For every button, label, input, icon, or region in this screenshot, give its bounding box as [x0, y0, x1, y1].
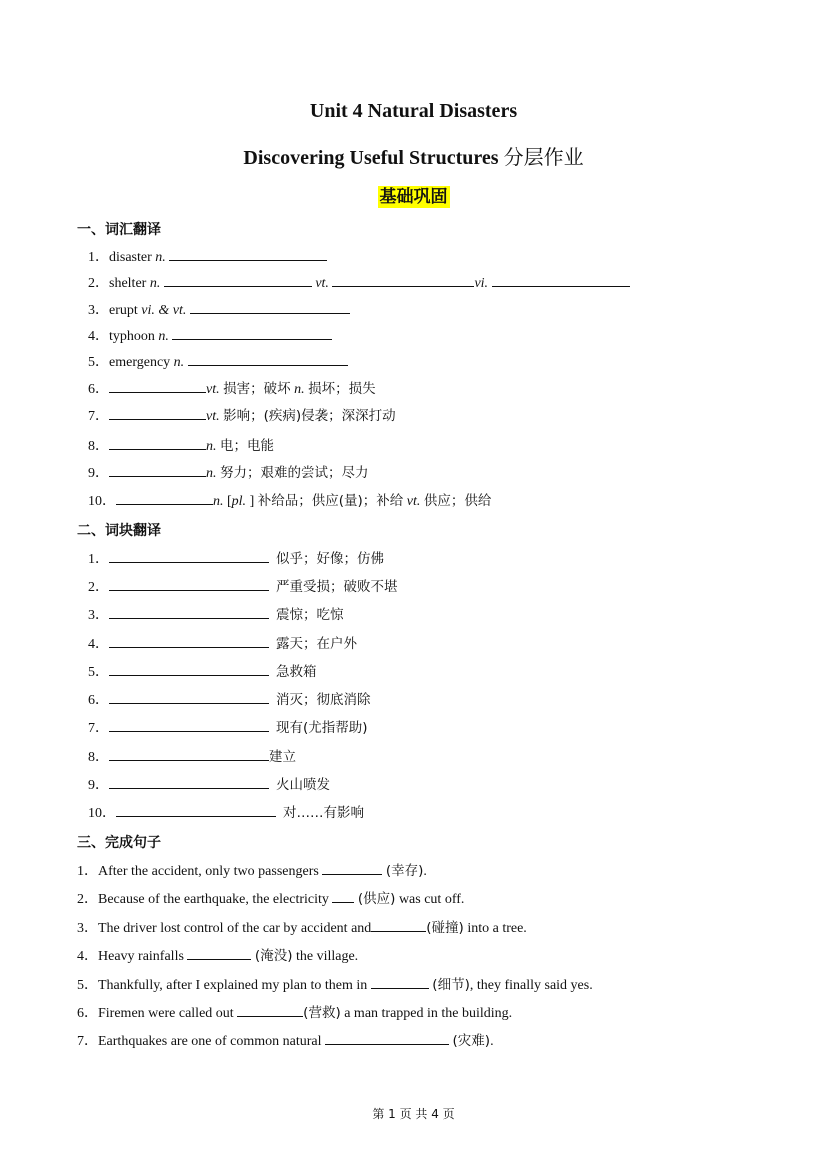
answer-blank[interactable]	[332, 889, 354, 903]
part-of-speech: n.	[158, 329, 169, 344]
item-number: 8．	[88, 439, 109, 454]
part-of-speech: vt.	[206, 409, 220, 424]
sentence-text: After the accident, only two passengers	[98, 864, 319, 879]
sentence-text: was cut off.	[398, 892, 465, 907]
chinese-hint: (供应)	[357, 891, 396, 907]
item-number: 10．	[88, 494, 116, 509]
sentence-item-5	[77, 975, 593, 995]
answer-blank[interactable]	[332, 273, 474, 287]
answer-blank[interactable]	[172, 326, 332, 340]
answer-blank[interactable]	[237, 1003, 303, 1017]
answer-blank[interactable]	[190, 300, 350, 314]
sentence-text: Earthquakes are one of common natural	[98, 1034, 322, 1049]
chinese-meaning: 损坏；损失	[308, 381, 376, 397]
item-number: 9．	[88, 466, 109, 481]
part-of-speech: vi.	[474, 276, 489, 291]
answer-blank[interactable]	[116, 491, 213, 505]
item-number: 1．	[88, 552, 109, 567]
sentence-text: .	[423, 864, 427, 879]
phrase-item-8	[88, 747, 296, 767]
chinese-meaning: 露天；在户外	[276, 636, 357, 652]
section1-heading: 一、词汇翻译	[77, 222, 161, 238]
answer-blank[interactable]	[322, 861, 382, 875]
vocab-item-4	[88, 326, 332, 346]
sentence-text: The driver lost control of the car by accident and	[98, 921, 372, 936]
sentence-text: Because of the earthquake, the electricity	[98, 892, 329, 907]
answer-blank[interactable]	[109, 379, 206, 393]
part-of-speech: vt.	[206, 382, 220, 397]
answer-blank[interactable]	[371, 918, 426, 932]
sentence-text: into a tree.	[467, 921, 527, 936]
part-of-speech: n.	[213, 494, 224, 509]
item-number: 4．	[77, 949, 98, 964]
vocab-item-3	[88, 300, 350, 320]
item-number: 5．	[88, 665, 109, 680]
chinese-meaning: 努力；艰难的尝试；尽力	[220, 465, 369, 481]
plural-marker: pl.	[231, 494, 247, 509]
vocab-item-7	[88, 406, 396, 426]
sentence-item-6	[77, 1003, 512, 1023]
vocab-item-6	[88, 379, 376, 399]
part-of-speech: n.	[155, 250, 166, 265]
item-number: 3．	[88, 303, 109, 318]
vocab-item-10	[88, 491, 491, 511]
sentence-text: , they finally said yes.	[469, 978, 593, 993]
bracket: [	[227, 494, 232, 509]
item-number: 7．	[77, 1034, 98, 1049]
answer-blank[interactable]	[109, 662, 269, 676]
chinese-meaning: 急救箱	[276, 664, 317, 680]
vocab-item-1	[88, 247, 327, 267]
sentence-text: Heavy rainfalls	[98, 949, 184, 964]
answer-blank[interactable]	[109, 747, 269, 761]
answer-blank[interactable]	[109, 690, 269, 704]
vocab-word: typhoon	[109, 329, 155, 344]
item-number: 6．	[88, 693, 109, 708]
page-footer: 第 1 页 共 4 页	[372, 1107, 455, 1121]
chinese-hint: (幸存)	[385, 863, 424, 879]
part-of-speech: n.	[206, 466, 217, 481]
answer-blank[interactable]	[325, 1031, 449, 1045]
item-number: 2．	[88, 580, 109, 595]
answer-blank[interactable]	[109, 577, 269, 591]
sentence-text: .	[490, 1034, 494, 1049]
vocab-item-9	[88, 463, 369, 483]
page-title: Unit 4 Natural Disasters	[309, 100, 518, 122]
chinese-hint: (营救)	[303, 1005, 341, 1021]
page-subtitle	[0, 141, 827, 170]
item-number: 10．	[88, 806, 116, 821]
item-number: 2．	[88, 276, 109, 291]
phrase-item-3	[88, 605, 344, 625]
item-number: 6．	[77, 1006, 98, 1021]
chinese-meaning: 似乎；好像；仿佛	[276, 551, 384, 567]
answer-blank[interactable]	[109, 406, 206, 420]
answer-blank[interactable]	[109, 605, 269, 619]
part-of-speech: n.	[294, 382, 305, 397]
item-number: 4．	[88, 329, 109, 344]
vocab-word: erupt	[109, 303, 138, 318]
sentence-item-1	[77, 861, 427, 881]
chinese-hint: (灾难)	[452, 1033, 491, 1049]
part-of-speech: vt.	[406, 494, 421, 509]
vocab-item-8	[88, 436, 274, 456]
chinese-hint: (碰撞)	[426, 920, 464, 936]
sentence-item-3	[77, 918, 527, 938]
phrase-item-10	[88, 803, 364, 823]
answer-blank[interactable]	[109, 634, 269, 648]
bracket: ]	[249, 494, 255, 509]
subtitle-chinese: 分层作业	[503, 145, 584, 169]
phrase-item-5	[88, 662, 317, 682]
item-number: 1．	[88, 250, 109, 265]
item-number: 5．	[77, 978, 98, 993]
item-number: 7．	[88, 721, 109, 736]
chinese-meaning: 电；电能	[220, 438, 274, 454]
answer-blank[interactable]	[169, 247, 327, 261]
sentence-item-4	[77, 946, 358, 966]
answer-blank[interactable]	[188, 352, 348, 366]
sentence-item-7	[77, 1031, 494, 1051]
vocab-word: disaster	[109, 250, 152, 265]
chinese-meaning: 供应；供给	[423, 493, 492, 509]
section2-heading: 二、词块翻译	[77, 523, 161, 539]
item-number: 4．	[88, 637, 109, 652]
phrase-item-1	[88, 549, 384, 569]
answer-blank[interactable]	[109, 436, 206, 450]
part-of-speech: vt.	[315, 276, 329, 291]
level-label: 基础巩固	[379, 187, 448, 207]
item-number: 3．	[88, 608, 109, 623]
part-of-speech: n.	[149, 276, 161, 291]
answer-blank[interactable]	[109, 775, 269, 789]
level-label-wrap	[0, 182, 827, 207]
phrase-item-4	[88, 634, 357, 654]
section3-heading: 三、完成句子	[77, 835, 161, 851]
item-number: 6．	[88, 382, 109, 397]
chinese-meaning: 损害；破坏	[223, 381, 291, 397]
chinese-meaning: 严重受损；破败不堪	[276, 579, 398, 595]
chinese-meaning: 建立	[269, 749, 296, 765]
item-number: 2．	[77, 892, 98, 907]
sentence-text: Thankfully, after I explained my plan to them in	[98, 978, 368, 993]
answer-blank[interactable]	[116, 803, 276, 817]
chinese-meaning: 消灭；彻底消除	[276, 692, 371, 708]
answer-blank[interactable]	[187, 946, 251, 960]
vocab-item-5	[88, 352, 348, 372]
answer-blank[interactable]	[109, 549, 269, 563]
chinese-meaning: 现有(尤指帮助)	[276, 720, 368, 736]
item-number: 7．	[88, 409, 109, 424]
sentence-text: a man trapped in the building.	[344, 1006, 513, 1021]
vocab-word: emergency	[109, 355, 171, 370]
part-of-speech: n.	[173, 355, 185, 370]
phrase-item-9	[88, 775, 330, 795]
item-number: 9．	[88, 778, 109, 793]
answer-blank[interactable]	[492, 273, 630, 287]
vocab-item-2	[88, 273, 630, 293]
chinese-meaning: 影响；(疾病)侵袭；深深打动	[223, 408, 396, 424]
item-number: 5．	[88, 355, 109, 370]
answer-blank[interactable]	[371, 975, 429, 989]
answer-blank[interactable]	[164, 273, 312, 287]
part-of-speech: n.	[206, 439, 217, 454]
item-number: 8．	[88, 750, 109, 765]
sentence-item-2	[77, 889, 464, 909]
chinese-hint: (淹没)	[254, 948, 293, 964]
subtitle-english: Discovering Useful Structures	[243, 147, 499, 169]
sentence-text: Firemen were called out	[98, 1006, 234, 1021]
phrase-item-7	[88, 718, 368, 738]
answer-blank[interactable]	[109, 463, 206, 477]
item-number: 3．	[77, 921, 98, 936]
item-number: 1．	[77, 864, 98, 879]
answer-blank[interactable]	[109, 718, 269, 732]
sentence-text: the village.	[295, 949, 359, 964]
phrase-item-2	[88, 577, 398, 597]
vocab-word: shelter	[109, 276, 147, 291]
chinese-meaning: 对……有影响	[283, 805, 364, 821]
chinese-meaning: 震惊；吃惊	[276, 607, 344, 623]
part-of-speech: vi. & vt.	[141, 303, 187, 318]
phrase-item-6	[88, 690, 371, 710]
chinese-hint: (细节)	[432, 977, 470, 993]
chinese-meaning: 补给品；供应(量)；补给	[257, 493, 404, 509]
chinese-meaning: 火山喷发	[276, 777, 330, 793]
